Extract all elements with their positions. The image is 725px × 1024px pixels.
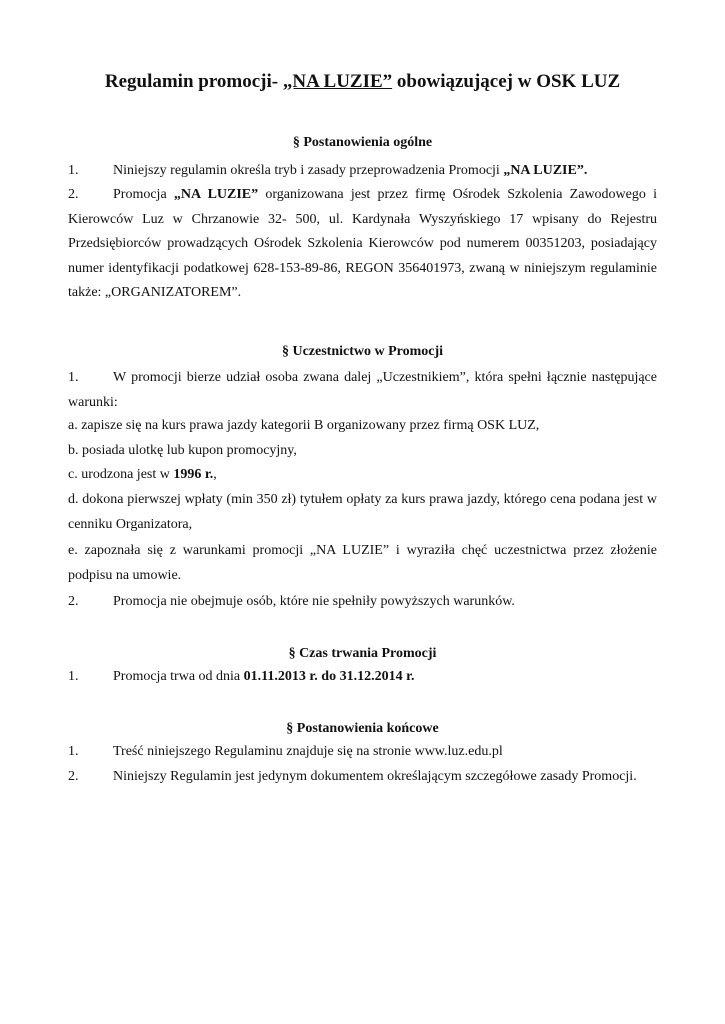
condition-d: d. dokona pierwszej wpłaty (min 350 zł) tytułem opłaty za kurs prawa jazdy, którego cena podana jest w cenniku Organizatora,: [68, 492, 657, 532]
duration-item-1: [68, 665, 657, 690]
condition-a: a. zapisze się na kurs prawa jazdy kategorii B organizowany przez firmą OSK LUZ,: [68, 418, 540, 433]
item-text: Treść niniejszego Regulaminu znajduje się na stronie www.luz.edu.pl: [113, 744, 503, 759]
item-text-bold: „NA LUZIE”: [173, 187, 259, 202]
item-text: W promocji bierze udział osoba zwana dalej „Uczestnikiem”, która spełni łącznie następujące warunki:: [68, 370, 657, 410]
item-text-bold: „NA LUZIE”.: [503, 163, 588, 178]
participation-item-2: [68, 590, 657, 615]
title-quoted-name: „NA LUZIE”: [282, 71, 393, 92]
condition-e: e. zapoznała się z warunkami promocji „NA LUZIE” i wyraziła chęć uczestnictwa przez złożenie podpisu na umowie.: [68, 543, 657, 583]
participation-item-1: [68, 366, 657, 415]
item-number: 1.: [68, 163, 79, 178]
condition-c: [68, 463, 657, 488]
item-text-bold: 01.11.2013 r. do 31.12.2014 r.: [243, 669, 415, 684]
item-number: 2.: [68, 594, 79, 609]
condition-text-bold: 1996 r.: [173, 467, 214, 482]
item-text: Niniejszy regulamin określa tryb i zasady przeprowadzenia Promocji: [113, 163, 504, 178]
document-title: [68, 70, 657, 94]
item-number: 2.: [68, 769, 79, 784]
section-heading-duration: § Czas trwania Promocji: [288, 646, 437, 661]
section-heading-general: § Postanowienia ogólne: [292, 135, 433, 150]
item-text: Promocja trwa od dnia: [113, 669, 244, 684]
final-item-2: [68, 765, 657, 790]
item-text: organizowana jest przez firmę Ośrodek Szkolenia Zawodowego i Kierowców Luz w Chrzanowie 32- 500, ul. Kardynała Wyszyńskiego 17 wpisany do Rejestru Przedsiębiorców prowadzących Ośrodek Szkolenia Kierowców pod numerem 00351203, posiadający numer identyfikacji podatkowej 628-153-89-86, REGON 356401973, zwaną w niniejszym regulaminie także: „ORGANIZATOREM”.: [68, 187, 657, 300]
condition-b: b. posiada ulotkę lub kupon promocyjny,: [68, 443, 297, 458]
final-item-1: [68, 740, 657, 765]
item-text: Promocja: [113, 187, 174, 202]
item-number: 2.: [68, 187, 79, 202]
item-number: 1.: [68, 744, 79, 759]
general-item-1: [68, 159, 657, 184]
item-text: Niniejszy Regulamin jest jedynym dokumentem określającym szczegółowe zasady Promocji.: [113, 769, 637, 784]
condition-text: ,: [213, 467, 217, 482]
section-heading-participation: § Uczestnictwo w Promocji: [281, 344, 444, 359]
general-item-2: [68, 183, 657, 306]
title-suffix: obowiązującej w OSK LUZ: [392, 71, 621, 92]
condition-text: c. urodzona jest w: [68, 467, 174, 482]
item-number: 1.: [68, 669, 79, 684]
item-number: 1.: [68, 370, 79, 385]
section-heading-final: § Postanowienia końcowe: [286, 721, 439, 736]
title-prefix: Regulamin promocji-: [104, 71, 283, 92]
item-text: Promocja nie obejmuje osób, które nie spełniły powyższych warunków.: [113, 594, 515, 609]
